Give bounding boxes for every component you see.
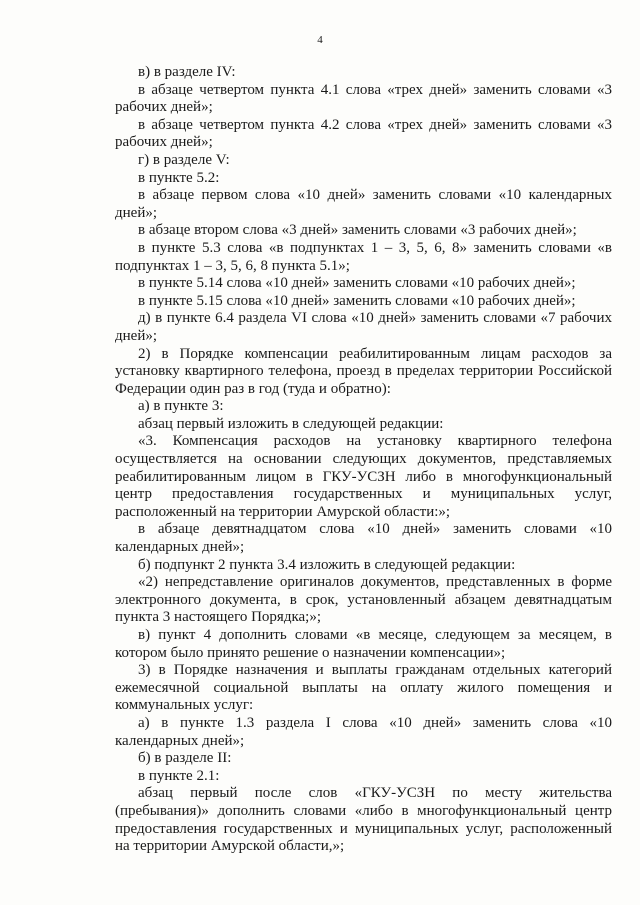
paragraph: 3) в Порядке назначения и выплаты гражданам отдельных категорий ежемесячной социальной выплаты на оплату жилого помещения и коммунальных услуг: xyxy=(115,662,612,714)
paragraph: в пункте 5.14 слова «10 дней» заменить словами «10 рабочих дней»; xyxy=(138,275,576,292)
paragraph: в пункте 2.1: xyxy=(138,767,220,784)
page-number: 4 xyxy=(317,34,323,46)
paragraph: абзац первый изложить в следующей редакции: xyxy=(138,415,444,432)
document-body xyxy=(115,64,612,856)
paragraph: в пункте 5.2: xyxy=(138,169,220,186)
paragraph: в абзаце втором слова «3 дней» заменить словами «3 рабочих дней»; xyxy=(138,222,577,239)
paragraph: а) в пункте 3: xyxy=(138,398,224,415)
paragraph: в) пункт 4 дополнить словами «в месяце, следующем за месяцем, в котором было принято решение о назначении компенсации»; xyxy=(115,627,612,661)
paragraph: г) в разделе V: xyxy=(138,151,230,168)
paragraph: в пункте 5.15 слова «10 дней» заменить словами «10 рабочих дней»; xyxy=(138,292,576,309)
paragraph: в абзаце первом слова «10 дней» заменить словами «10 календарных дней»; xyxy=(115,187,612,221)
paragraph: б) в разделе II: xyxy=(138,750,232,767)
paragraph: 2) в Порядке компенсации реабилитированным лицам расходов за установку квартирного телефона, проезд в пределах территории Российской Федерации один раз в год (туда и обратно): xyxy=(115,345,612,397)
paragraph: абзац первый после слов «ГКУ-УСЗН по месту жительства (пребывания)» дополнить словами «либо в многофункциональный центр предоставления государственных и муниципальных услуг, расположенный на территории Амурской области,»; xyxy=(115,785,612,855)
paragraph: в абзаце четвертом пункта 4.1 слова «трех дней» заменить словами «3 рабочих дней»; xyxy=(115,81,612,116)
paragraph: «3. Компенсация расходов на установку квартирного телефона осуществляется на основании следующих документов, представляемых реабилитированным лицом в ГКУ-УСЗН либо в многофункциональный центр предоставления государственных и муниципальных услуг, расположенный на территории Амурской области:»; xyxy=(115,433,612,520)
paragraph: в абзаце девятнадцатом слова «10 дней» заменить словами «10 календарных дней»; xyxy=(115,521,612,556)
paragraph: «2) непредставление оригиналов документов, представленных в форме электронного документа, в срок, установленный абзацем девятнадцатым пункта 3 настоящего Порядка;»; xyxy=(115,574,612,626)
paragraph: а) в пункте 1.3 раздела I слова «10 дней» заменить слова «10 календарных дней»; xyxy=(115,714,612,749)
paragraph: в) в разделе IV: xyxy=(138,64,236,80)
paragraph: б) подпункт 2 пункта 3.4 изложить в следующей редакции: xyxy=(138,556,516,573)
paragraph: в абзаце четвертом пункта 4.2 слова «трех дней» заменить словами «3 рабочих дней»; xyxy=(115,116,612,151)
paragraph: в пункте 5.3 слова «в подпунктах 1 – 3, 5, 6, 8» заменить словами «в подпунктах 1 – 3, 5, 6, 8 пункта 5.1»; xyxy=(115,239,612,274)
paragraph: д) в пункте 6.4 раздела VI слова «10 дней» заменить словами «7 рабочих дней»; xyxy=(115,310,612,344)
